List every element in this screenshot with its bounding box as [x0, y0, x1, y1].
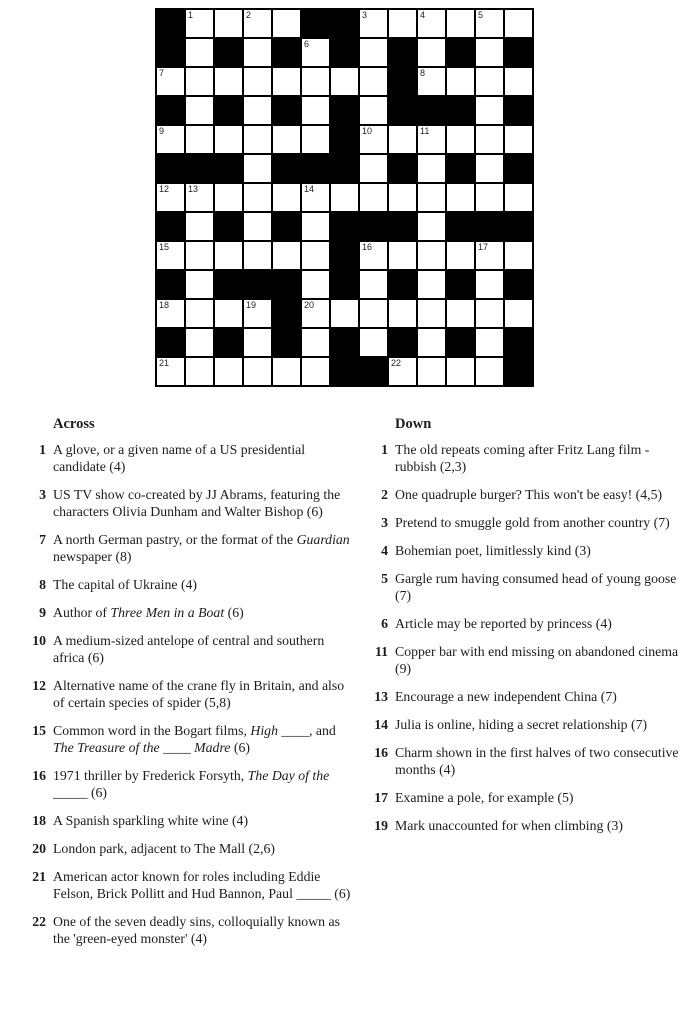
- clue-number: 22: [32, 914, 46, 929]
- grid-cell-black: [157, 271, 184, 298]
- grid-cell[interactable]: [273, 10, 300, 37]
- grid-cell[interactable]: [418, 300, 445, 327]
- grid-cell[interactable]: [476, 97, 503, 124]
- clue-number: 8: [39, 577, 46, 592]
- grid-cell-black: [157, 39, 184, 66]
- grid-cell[interactable]: [215, 300, 242, 327]
- grid-cell[interactable]: [505, 184, 532, 211]
- grid-cell-black: [215, 39, 242, 66]
- cell-number: 15: [159, 242, 170, 252]
- grid-cell-black: [389, 329, 416, 356]
- grid-cell-black: [447, 329, 474, 356]
- grid-cell[interactable]: [447, 68, 474, 95]
- grid-cell[interactable]: [157, 358, 184, 385]
- grid-cell-black: [244, 271, 271, 298]
- clue-across-9: [30, 604, 356, 621]
- grid-cell[interactable]: [244, 97, 271, 124]
- grid-cell[interactable]: [476, 300, 503, 327]
- clue-text: Pretend to smuggle gold from another country (7): [395, 515, 670, 530]
- clue-number: 16: [374, 745, 388, 760]
- clue-number: 12: [32, 678, 46, 693]
- grid-cell[interactable]: [244, 329, 271, 356]
- clue-number: 15: [32, 723, 46, 738]
- cell-number: 14: [304, 184, 315, 194]
- clue-text: Article may be reported by princess (4): [395, 616, 612, 631]
- grid-cell[interactable]: [157, 300, 184, 327]
- grid-cell[interactable]: [505, 300, 532, 327]
- grid-cell-black: [331, 97, 358, 124]
- grid-cell-black: [389, 39, 416, 66]
- clue-number: 6: [381, 616, 388, 631]
- clue-number: 7: [39, 532, 46, 547]
- grid-cell[interactable]: [244, 184, 271, 211]
- clue-number: 2: [381, 487, 388, 502]
- clue-down-11: [372, 643, 685, 677]
- down-clues-column: [372, 416, 685, 958]
- clue-across-15: [30, 722, 356, 756]
- grid-cell[interactable]: [360, 10, 387, 37]
- grid-cell[interactable]: [360, 39, 387, 66]
- grid-cell[interactable]: [215, 242, 242, 269]
- grid-cell[interactable]: [157, 126, 184, 153]
- grid-cell-black: [273, 155, 300, 182]
- clue-text: Julia is online, hiding a secret relationship (7): [395, 717, 648, 732]
- grid-cell-black: [389, 68, 416, 95]
- clue-down-17: [372, 789, 685, 806]
- grid-cell[interactable]: [215, 184, 242, 211]
- grid-cell[interactable]: [476, 271, 503, 298]
- clue-number: 3: [39, 487, 46, 502]
- clue-across-22: [30, 913, 356, 947]
- clue-number: 9: [39, 605, 46, 620]
- grid-cell[interactable]: [418, 184, 445, 211]
- grid-cell-black: [273, 329, 300, 356]
- grid-cell-black: [505, 39, 532, 66]
- clue-text: A Spanish sparkling white wine (4): [53, 813, 249, 828]
- clue-across-12: [30, 677, 356, 711]
- grid-cell[interactable]: [418, 155, 445, 182]
- grid-cell[interactable]: [476, 242, 503, 269]
- clue-number: 20: [32, 841, 46, 856]
- grid-cell[interactable]: [186, 68, 213, 95]
- clue-number: 17: [374, 790, 388, 805]
- grid-cell-black: [447, 155, 474, 182]
- clue-text: One of the seven deadly sins, colloquially known as the 'green-eyed monster' (4): [53, 914, 340, 946]
- cell-number: 4: [420, 10, 426, 20]
- grid-cell-black: [447, 39, 474, 66]
- clue-across-21: [30, 868, 356, 902]
- clue-down-2: [372, 486, 685, 503]
- grid-cell-black: [215, 97, 242, 124]
- across-clues-column: [30, 416, 356, 958]
- grid-cell-black: [157, 155, 184, 182]
- grid-cell[interactable]: [186, 39, 213, 66]
- grid-cell[interactable]: [389, 126, 416, 153]
- grid-cell-black: [331, 271, 358, 298]
- grid-cell[interactable]: [244, 39, 271, 66]
- grid-cell[interactable]: [447, 184, 474, 211]
- grid-cell-black: [360, 358, 387, 385]
- down-header: Down: [395, 416, 432, 432]
- grid-cell[interactable]: [360, 126, 387, 153]
- clue-down-4: [372, 542, 685, 559]
- grid-cell[interactable]: [302, 242, 329, 269]
- clue-text: Gargle rum having consumed head of young goose (7): [395, 571, 677, 603]
- clue-text: The capital of Ukraine (4): [53, 577, 198, 592]
- grid-cell[interactable]: [389, 242, 416, 269]
- grid-cell-black: [157, 213, 184, 240]
- clue-down-14: [372, 716, 685, 733]
- clue-text: Common word in the Bogart films, High ____, and The Treasure of the ____ Madre (6): [53, 723, 336, 755]
- grid-cell[interactable]: [186, 10, 213, 37]
- clue-text: Bohemian poet, limitlessly kind (3): [395, 543, 591, 558]
- grid-cell[interactable]: [418, 242, 445, 269]
- clue-number: 5: [381, 571, 388, 586]
- grid-cell[interactable]: [302, 68, 329, 95]
- clue-text: A glove, or a given name of a US presidential candidate (4): [53, 442, 306, 474]
- grid-cell[interactable]: [476, 68, 503, 95]
- grid-cell[interactable]: [418, 358, 445, 385]
- grid-cell[interactable]: [186, 97, 213, 124]
- clue-text: A north German pastry, or the format of the Guardian newspaper (8): [53, 532, 350, 564]
- cell-number: 11: [420, 126, 430, 136]
- grid-cell[interactable]: [360, 329, 387, 356]
- grid-cell[interactable]: [360, 68, 387, 95]
- clue-number: 16: [32, 768, 46, 783]
- clue-down-3: [372, 514, 685, 531]
- grid-cell[interactable]: [476, 329, 503, 356]
- grid-cell[interactable]: [273, 126, 300, 153]
- grid-cell-black: [331, 358, 358, 385]
- grid-cell[interactable]: [447, 242, 474, 269]
- clue-text: One quadruple burger? This won't be easy! (4,5): [395, 487, 663, 502]
- grid-cell[interactable]: [418, 126, 445, 153]
- cell-number: 20: [304, 300, 315, 310]
- grid-cell-black: [447, 213, 474, 240]
- across-header: Across: [53, 416, 95, 432]
- clue-down-1: [372, 441, 685, 475]
- grid-cell[interactable]: [476, 10, 503, 37]
- grid-cell-black: [273, 300, 300, 327]
- cell-number: 6: [304, 39, 310, 49]
- grid-cell-black: [331, 39, 358, 66]
- grid-cell-black: [157, 10, 184, 37]
- clue-text: US TV show co-created by JJ Abrams, featuring the characters Olivia Dunham and Walter Bishop (6): [53, 487, 341, 519]
- cell-number: 16: [362, 242, 373, 252]
- grid-cell[interactable]: [447, 300, 474, 327]
- grid-cell-black: [418, 97, 445, 124]
- clue-text: 1971 thriller by Frederick Forsyth, The Day of the _____ (6): [53, 768, 330, 800]
- cell-number: 7: [159, 68, 165, 78]
- clue-down-5: [372, 570, 685, 604]
- grid-cell-black: [273, 39, 300, 66]
- clue-across-8: [30, 576, 356, 593]
- cell-number: 2: [246, 10, 252, 20]
- grid-cell[interactable]: [273, 358, 300, 385]
- grid-cell-black: [447, 97, 474, 124]
- grid-cell-black: [186, 155, 213, 182]
- grid-cell[interactable]: [302, 213, 329, 240]
- grid-cell[interactable]: [360, 97, 387, 124]
- grid-cell[interactable]: [360, 271, 387, 298]
- grid-cell-black: [389, 97, 416, 124]
- cell-number: 8: [420, 68, 426, 78]
- grid-cell-black: [215, 271, 242, 298]
- grid-cell-black: [331, 329, 358, 356]
- grid-cell[interactable]: [186, 271, 213, 298]
- grid-cell-black: [331, 213, 358, 240]
- clue-text: Alternative name of the crane fly in Britain, and also of certain species of spider (5,8): [53, 678, 345, 710]
- clue-across-1: [30, 441, 356, 475]
- grid-cell[interactable]: [157, 68, 184, 95]
- grid-cell[interactable]: [244, 10, 271, 37]
- clue-text: Examine a pole, for example (5): [395, 790, 574, 805]
- grid-cell-black: [157, 329, 184, 356]
- grid-cell[interactable]: [244, 126, 271, 153]
- grid-cell[interactable]: [244, 213, 271, 240]
- grid-cell-black: [157, 97, 184, 124]
- grid-cell[interactable]: [244, 155, 271, 182]
- cell-number: 12: [159, 184, 170, 194]
- clue-across-10: [30, 632, 356, 666]
- cell-number: 5: [478, 10, 484, 20]
- grid-cell-black: [505, 213, 532, 240]
- clue-text: The old repeats coming after Fritz Lang film - rubbish (2,3): [395, 442, 650, 474]
- cell-number: 22: [391, 358, 402, 368]
- clue-down-19: [372, 817, 685, 834]
- clue-number: 11: [374, 644, 388, 659]
- down-clue-list: [372, 441, 685, 834]
- grid-cell[interactable]: [505, 10, 532, 37]
- clue-down-6: [372, 615, 685, 632]
- grid-cell-black: [505, 358, 532, 385]
- grid-cell[interactable]: [302, 184, 329, 211]
- clue-text: Copper bar with end missing on abandoned cinema (9): [395, 644, 679, 676]
- clue-number: 1: [381, 442, 388, 457]
- grid-cell-black: [505, 329, 532, 356]
- grid-cell[interactable]: [244, 68, 271, 95]
- grid-cell-black: [360, 213, 387, 240]
- grid-cell-black: [302, 10, 329, 37]
- cell-number: 1: [188, 10, 194, 20]
- grid-cell-black: [447, 271, 474, 298]
- clue-number: 3: [381, 515, 388, 530]
- grid-cell[interactable]: [331, 300, 358, 327]
- clue-text: A medium-sized antelope of central and southern africa (6): [53, 633, 325, 665]
- clue-down-16: [372, 744, 685, 778]
- grid-cell[interactable]: [186, 213, 213, 240]
- grid-cell[interactable]: [476, 39, 503, 66]
- clue-across-16: [30, 767, 356, 801]
- clue-text: Author of Three Men in a Boat (6): [53, 605, 244, 620]
- grid-cell-black: [505, 97, 532, 124]
- grid-cell[interactable]: [302, 329, 329, 356]
- grid-cell-black: [331, 242, 358, 269]
- clue-number: 4: [381, 543, 388, 558]
- grid-cell[interactable]: [418, 68, 445, 95]
- clue-number: 21: [32, 869, 46, 884]
- cell-number: 13: [188, 184, 199, 194]
- grid-cell[interactable]: [418, 39, 445, 66]
- grid-cell[interactable]: [302, 39, 329, 66]
- cell-number: 18: [159, 300, 170, 310]
- grid-cell[interactable]: [505, 126, 532, 153]
- grid-cell[interactable]: [302, 126, 329, 153]
- grid-cell[interactable]: [157, 184, 184, 211]
- grid-cell[interactable]: [302, 97, 329, 124]
- grid-cell[interactable]: [418, 271, 445, 298]
- grid-cell[interactable]: [273, 242, 300, 269]
- clue-number: 13: [374, 689, 388, 704]
- grid-cell[interactable]: [389, 358, 416, 385]
- grid-cell[interactable]: [215, 10, 242, 37]
- clues-section: [0, 387, 689, 958]
- grid-cell-black: [389, 155, 416, 182]
- grid-cell-black: [389, 213, 416, 240]
- grid-cell[interactable]: [360, 300, 387, 327]
- grid-cell[interactable]: [331, 68, 358, 95]
- grid-cell[interactable]: [244, 242, 271, 269]
- grid-cell[interactable]: [476, 358, 503, 385]
- clue-number: 14: [374, 717, 388, 732]
- clue-across-18: [30, 812, 356, 829]
- grid-wrapper: [0, 0, 689, 387]
- cell-number: 17: [478, 242, 489, 252]
- clue-number: 19: [374, 818, 388, 833]
- grid-cell[interactable]: [476, 155, 503, 182]
- grid-cell[interactable]: [215, 126, 242, 153]
- grid-cell-black: [476, 213, 503, 240]
- grid-cell[interactable]: [505, 68, 532, 95]
- grid-cell[interactable]: [186, 242, 213, 269]
- grid-cell-black: [302, 155, 329, 182]
- clue-down-13: [372, 688, 685, 705]
- grid-cell[interactable]: [447, 126, 474, 153]
- grid-cell[interactable]: [360, 155, 387, 182]
- cell-number: 10: [362, 126, 373, 136]
- grid-cell[interactable]: [447, 10, 474, 37]
- grid-cell-black: [389, 271, 416, 298]
- across-clue-list: [30, 441, 356, 947]
- clue-text: Mark unaccounted for when climbing (3): [395, 818, 623, 833]
- clue-across-3: [30, 486, 356, 520]
- grid-cell[interactable]: [186, 126, 213, 153]
- grid-cell[interactable]: [389, 10, 416, 37]
- grid-cell[interactable]: [418, 10, 445, 37]
- clue-number: 18: [32, 813, 46, 828]
- grid-cell[interactable]: [302, 358, 329, 385]
- grid-cell[interactable]: [302, 300, 329, 327]
- grid-cell[interactable]: [273, 68, 300, 95]
- grid-cell[interactable]: [186, 300, 213, 327]
- grid-cell[interactable]: [331, 184, 358, 211]
- cell-number: 3: [362, 10, 368, 20]
- grid-cell[interactable]: [418, 213, 445, 240]
- cell-number: 21: [159, 358, 170, 368]
- grid-cell-black: [215, 213, 242, 240]
- clue-number: 10: [32, 633, 46, 648]
- grid-cell[interactable]: [186, 184, 213, 211]
- grid-cell[interactable]: [157, 242, 184, 269]
- grid-cell[interactable]: [244, 300, 271, 327]
- clue-text: Encourage a new independent China (7): [395, 689, 617, 704]
- grid-cell-black: [215, 155, 242, 182]
- grid-cell[interactable]: [476, 184, 503, 211]
- grid-cell[interactable]: [302, 271, 329, 298]
- crossword-grid: [155, 8, 534, 387]
- grid-cell-black: [273, 97, 300, 124]
- grid-cell[interactable]: [360, 242, 387, 269]
- grid-cell-black: [505, 271, 532, 298]
- clue-number: 1: [39, 442, 46, 457]
- grid-cell[interactable]: [186, 329, 213, 356]
- grid-cell[interactable]: [360, 184, 387, 211]
- grid-cell[interactable]: [273, 184, 300, 211]
- grid-cell[interactable]: [389, 300, 416, 327]
- grid-cell[interactable]: [215, 68, 242, 95]
- clue-across-7: [30, 531, 356, 565]
- grid-cell[interactable]: [418, 329, 445, 356]
- clue-text: Charm shown in the first halves of two consecutive months (4): [395, 745, 679, 777]
- cell-number: 19: [246, 300, 257, 310]
- grid-cell-black: [215, 329, 242, 356]
- grid-cell-black: [331, 126, 358, 153]
- cell-number: 9: [159, 126, 165, 136]
- grid-cell-black: [273, 213, 300, 240]
- grid-cell-black: [331, 155, 358, 182]
- grid-cell-black: [331, 10, 358, 37]
- grid-cell[interactable]: [447, 358, 474, 385]
- clue-text: London park, adjacent to The Mall (2,6): [53, 841, 275, 856]
- grid-cell[interactable]: [215, 358, 242, 385]
- clue-text: American actor known for roles including Eddie Felson, Brick Pollitt and Hud Bannon, Paul _____ (6): [53, 869, 351, 901]
- grid-cell[interactable]: [476, 126, 503, 153]
- grid-cell[interactable]: [186, 358, 213, 385]
- grid-cell-black: [505, 155, 532, 182]
- grid-cell[interactable]: [505, 242, 532, 269]
- grid-cell[interactable]: [389, 184, 416, 211]
- grid-cell-black: [273, 271, 300, 298]
- grid-cell[interactable]: [244, 358, 271, 385]
- clue-across-20: [30, 840, 356, 857]
